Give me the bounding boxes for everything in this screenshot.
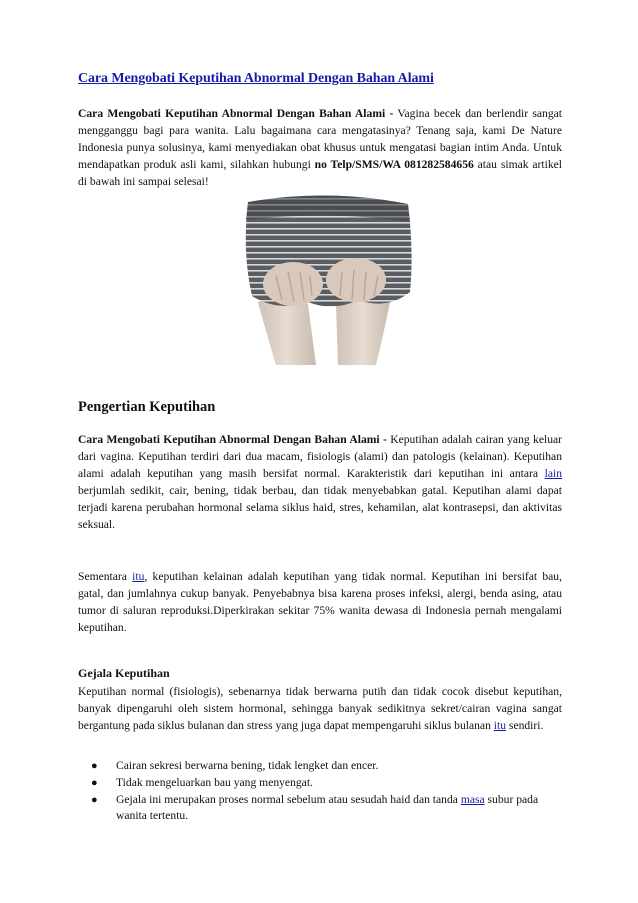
bullet-text: Gejala ini merupakan proses normal sebelum atau sesudah haid dan tanda bbox=[116, 793, 461, 806]
gejala-text-end: sendiri. bbox=[506, 719, 544, 732]
gejala-bullet-list bbox=[78, 758, 562, 825]
section-heading-pengertian: Pengertian Keputihan bbox=[78, 399, 216, 415]
link-lain[interactable]: lain bbox=[544, 467, 562, 480]
link-masa[interactable]: masa bbox=[460, 793, 485, 806]
section-heading-gejala: Gejala Keputihan bbox=[78, 666, 170, 680]
intro-text: Vagina becek dan berlendir sangat mengganggu bagi para wanita. Lalu bagaimana cara mengatasinya? Tenang saja, kami De Nature Indonesia punya solusinya, kami menyediakan obat khusus untuk mengatasi bagian intim Anda. Untuk mendapatkan produk asli kami, silahkan hubungi bbox=[78, 107, 562, 171]
gejala-paragraph bbox=[78, 683, 562, 734]
list-item bbox=[78, 758, 562, 774]
pengertian-paragraph bbox=[78, 431, 562, 533]
bullet-text: Tidak mengeluarkan bau yang menyengat. bbox=[116, 776, 313, 789]
pengertian-text-end: berjumlah sedikit, cair, bening, tidak berbau, dan tidak menyebabkan gatal. Keputihan alami dapat terjadi karena perubahan hormonal selama siklus haid, stres, kehamilan, alat kontrasepsi, dan aktivitas seksual. bbox=[78, 484, 562, 531]
bullet-icon: ● bbox=[91, 794, 98, 806]
list-item bbox=[78, 792, 562, 824]
pengertian-bold-lead: Cara Mengobati Keputihan Abnormal Dengan Bahan Alami - bbox=[78, 433, 387, 446]
list-item bbox=[78, 775, 562, 791]
pengertian-text: Keputihan adalah cairan yang keluar dari vagina. Keputihan terdiri dari dua macam, fisiologis (alami) dan patologis (kelainan). Keputihan alami adalah keputihan yang masih bersifat normal. Karakteristik dari keputihan ini antara bbox=[78, 433, 562, 480]
sementara-text: Sementara bbox=[78, 570, 133, 583]
gejala-text: Keputihan normal (fisiologis), sebenarnya tidak berwarna putih dan tidak cocok disebut keputihan, banyak dipengaruhi oleh sistem hormonal, sehingga banyak sedikitnya sekret/cairan vagina sangat bergantung pada siklus bulanan dan stress yang juga dapat mempengaruhi siklus bulanan bbox=[78, 685, 562, 732]
sementara-text-end: , keputihan kelainan adalah keputihan yang tidak normal. Keputihan ini bersifat bau, gatal, dan jumlahnya cukup banyak. Penyebabnya bisa karena proses infeksi, alergi, benda asing, atau tumor di saluran reproduksi.Diperkirakan sekitar 75% wanita dewasa di Indonesia pernah mengalami keputihan. bbox=[78, 570, 563, 634]
bullet-icon: ● bbox=[91, 760, 98, 772]
intro-text-end: atau simak artikel di bawah ini sampai selesai! bbox=[78, 158, 563, 188]
intro-paragraph bbox=[78, 105, 562, 190]
bullet-text-end: subur pada wanita tertentu. bbox=[116, 793, 539, 822]
intro-bold-lead: Cara Mengobati Keputihan Abnormal Dengan Bahan Alami - bbox=[78, 107, 394, 120]
link-itu[interactable]: itu bbox=[132, 570, 145, 583]
contact-number: no Telp/SMS/WA 081282584656 bbox=[314, 158, 474, 171]
link-itu-gejala[interactable]: itu bbox=[493, 719, 507, 732]
sementara-paragraph bbox=[78, 568, 562, 636]
article-photo bbox=[238, 192, 416, 365]
article-title-link[interactable]: Cara Mengobati Keputihan Abnormal Dengan Bahan Alami bbox=[78, 71, 434, 86]
bullet-text: Cairan sekresi berwarna bening, tidak lengket dan encer. bbox=[116, 759, 379, 772]
bullet-icon: ● bbox=[91, 777, 98, 789]
